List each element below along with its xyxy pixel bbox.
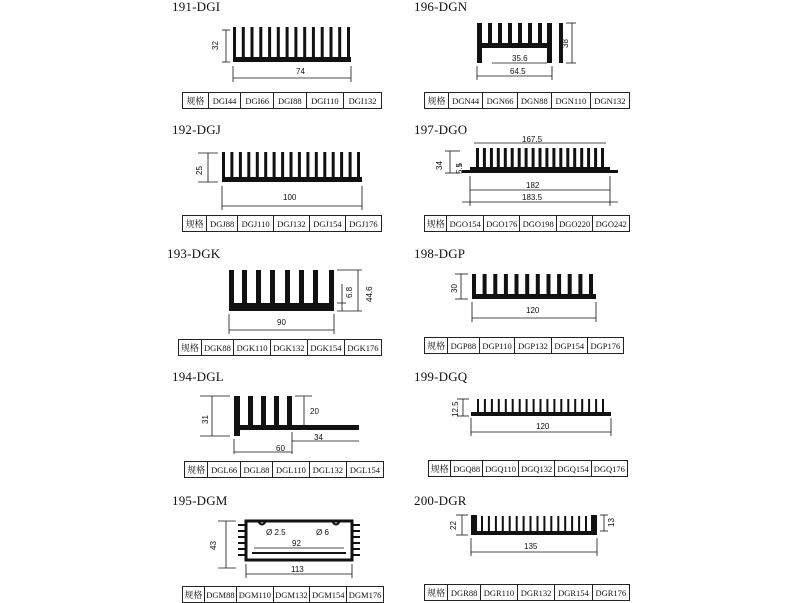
model-cell: DGO176 — [483, 216, 520, 232]
fin — [543, 516, 545, 531]
fin — [557, 516, 559, 531]
fin — [564, 516, 566, 531]
dim-height: 38 — [561, 39, 570, 48]
model-cell: DGJ88 — [207, 216, 238, 232]
title-199-dgq: 199-DGQ — [414, 369, 468, 384]
title-200-dgr: 200-DGR — [414, 493, 467, 508]
spec-table-195-dgm — [182, 586, 384, 603]
spec-row — [179, 340, 382, 356]
model-cell: DGM132 — [273, 587, 310, 603]
spec-label: 规格 — [429, 461, 451, 477]
dim-arm: 34 — [314, 433, 323, 442]
model-cell: DGP132 — [515, 338, 551, 354]
spec-table-199-dgq — [428, 460, 628, 477]
model-cell: DGN44 — [449, 93, 483, 109]
model-cell: DGK154 — [307, 340, 344, 356]
spec-label: 规格 — [183, 216, 207, 232]
dim-height: 34 — [435, 161, 444, 170]
dim-height: 12.5 — [451, 401, 460, 417]
model-cell: DGL88 — [240, 462, 272, 478]
model-cell: DGI88 — [274, 93, 307, 109]
title-196-dgn: 196-DGN — [414, 0, 468, 14]
dim-width: 120 — [526, 306, 540, 315]
dim-height: 31 — [201, 415, 210, 424]
model-cell: DGO154 — [447, 216, 484, 232]
dim-hole-a: Ø 2.5 — [266, 528, 286, 537]
dim-height: 30 — [450, 284, 459, 293]
model-cell: DGM176 — [347, 587, 384, 603]
spec-label: 规格 — [425, 338, 448, 354]
fin — [530, 516, 532, 531]
model-cell: DGK110 — [234, 340, 271, 356]
spec-table-192-dgj — [182, 215, 382, 232]
model-cell: DGI66 — [241, 93, 274, 109]
model-cell: DGM110 — [237, 587, 273, 603]
model-cell: DGR132 — [517, 585, 554, 601]
dim-height: 44.6 — [365, 286, 374, 302]
model-cell: DGM154 — [310, 587, 347, 603]
title-197-dgo: 197-DGO — [414, 122, 468, 137]
fin — [502, 516, 504, 531]
dim-width: 90 — [277, 318, 286, 327]
title-195-dgm: 195-DGM — [172, 493, 228, 508]
spec-row — [185, 462, 384, 478]
fin — [578, 516, 580, 531]
fin — [481, 516, 483, 531]
model-cell: DGI132 — [344, 93, 382, 109]
spec-label: 规格 — [425, 585, 448, 601]
dim-width: 135 — [524, 542, 538, 551]
model-cell: DGL66 — [208, 462, 240, 478]
spec-table-191-dgi — [182, 92, 382, 109]
spec-table-196-dgn — [424, 92, 630, 109]
fin — [516, 516, 518, 531]
model-cell: DGQ176 — [591, 461, 627, 477]
spec-label: 规格 — [425, 216, 447, 232]
model-cell: DGK176 — [344, 340, 381, 356]
model-cell: DGJ110 — [238, 216, 274, 232]
title-198-dgp: 198-DGP — [414, 246, 466, 261]
model-cell: DGJ154 — [309, 216, 345, 232]
dim-inner: 92 — [292, 539, 301, 548]
dim-fin: 20 — [310, 407, 319, 416]
spec-label: 规格 — [183, 93, 209, 109]
model-cell: DGP110 — [479, 338, 515, 354]
fin — [537, 516, 539, 531]
model-cell: DGN66 — [483, 93, 517, 109]
fin — [488, 516, 490, 531]
dim-hole-b: Ø 6 — [316, 528, 329, 537]
model-cell: DGQ110 — [483, 461, 519, 477]
dim-side: 13 — [607, 518, 616, 527]
spec-row — [425, 216, 630, 232]
model-cell: DGJ176 — [345, 216, 381, 232]
spec-table-198-dgp — [424, 337, 624, 354]
spec-row — [425, 93, 630, 109]
model-cell: DGN110 — [551, 93, 590, 109]
spec-row — [425, 338, 624, 354]
spec-label: 规格 — [179, 340, 202, 356]
spec-row — [183, 93, 382, 109]
model-cell: DGR154 — [555, 585, 592, 601]
dim-step: 5.5 — [455, 162, 464, 174]
model-cell: DGN88 — [517, 93, 551, 109]
title-192-dgj: 192-DGJ — [172, 122, 222, 137]
model-cell: DGR88 — [448, 585, 481, 601]
model-cell: DGM88 — [204, 587, 236, 603]
model-cell: DGK88 — [201, 340, 233, 356]
dim-height: 22 — [449, 521, 458, 530]
dim-width: 113 — [291, 565, 304, 574]
spec-table-200-dgr — [424, 584, 630, 601]
model-cell: DGQ154 — [555, 461, 591, 477]
model-cell: DGR110 — [480, 585, 517, 601]
dim-height: 25 — [195, 166, 204, 175]
fin — [523, 516, 525, 531]
fin — [509, 516, 511, 531]
model-cell: DGO242 — [593, 216, 630, 232]
model-cell: DGI110 — [306, 93, 343, 109]
dim-width: 100 — [283, 193, 297, 202]
model-cell: DGL154 — [346, 462, 383, 478]
dim-inner: 182 — [526, 181, 540, 190]
fin — [571, 516, 573, 531]
fin — [585, 516, 587, 531]
spec-table-193-dgk — [178, 339, 382, 356]
dim-top: 167.5 — [522, 135, 543, 144]
spec-row — [183, 587, 384, 603]
model-cell: DGO220 — [556, 216, 593, 232]
spec-row — [183, 216, 382, 232]
model-cell: DGR176 — [592, 585, 629, 601]
title-191-dgi: 191-DGI — [172, 0, 221, 14]
dim-height: 43 — [209, 541, 218, 550]
dim-base: 6.8 — [345, 286, 354, 298]
model-cell: DGK132 — [270, 340, 307, 356]
model-cell: DGQ88 — [451, 461, 483, 477]
dim-inner: 35.6 — [512, 54, 528, 63]
spec-table-194-dgl — [184, 461, 384, 478]
model-cell: DGP154 — [551, 338, 587, 354]
model-cell: DGP176 — [587, 338, 623, 354]
model-cell: DGN132 — [590, 93, 629, 109]
spec-row — [425, 585, 630, 601]
spec-label: 规格 — [183, 587, 205, 603]
spec-table-197-dgo — [424, 215, 630, 232]
fin — [550, 516, 552, 531]
model-cell: DGP88 — [448, 338, 479, 354]
dim-width: 64.5 — [510, 67, 526, 76]
heatsink-profile — [471, 515, 597, 535]
spec-label: 规格 — [425, 93, 449, 109]
spec-label: 规格 — [185, 462, 208, 478]
model-cell: DGO198 — [520, 216, 557, 232]
dim-height: 32 — [211, 41, 220, 50]
dim-width: 60 — [276, 444, 285, 453]
model-cell: DGQ132 — [519, 461, 555, 477]
dim-width: 183.5 — [522, 193, 543, 202]
title-194-dgl: 194-DGL — [172, 369, 224, 384]
spec-row — [429, 461, 628, 477]
dim-width: 120 — [536, 422, 550, 431]
model-cell: DGL132 — [309, 462, 346, 478]
title-193-dgk: 193-DGK — [167, 246, 221, 261]
model-cell: DGI44 — [208, 93, 241, 109]
fin — [495, 516, 497, 531]
model-cell: DGJ132 — [273, 216, 309, 232]
dim-width: 74 — [296, 67, 305, 76]
model-cell: DGL110 — [273, 462, 310, 478]
